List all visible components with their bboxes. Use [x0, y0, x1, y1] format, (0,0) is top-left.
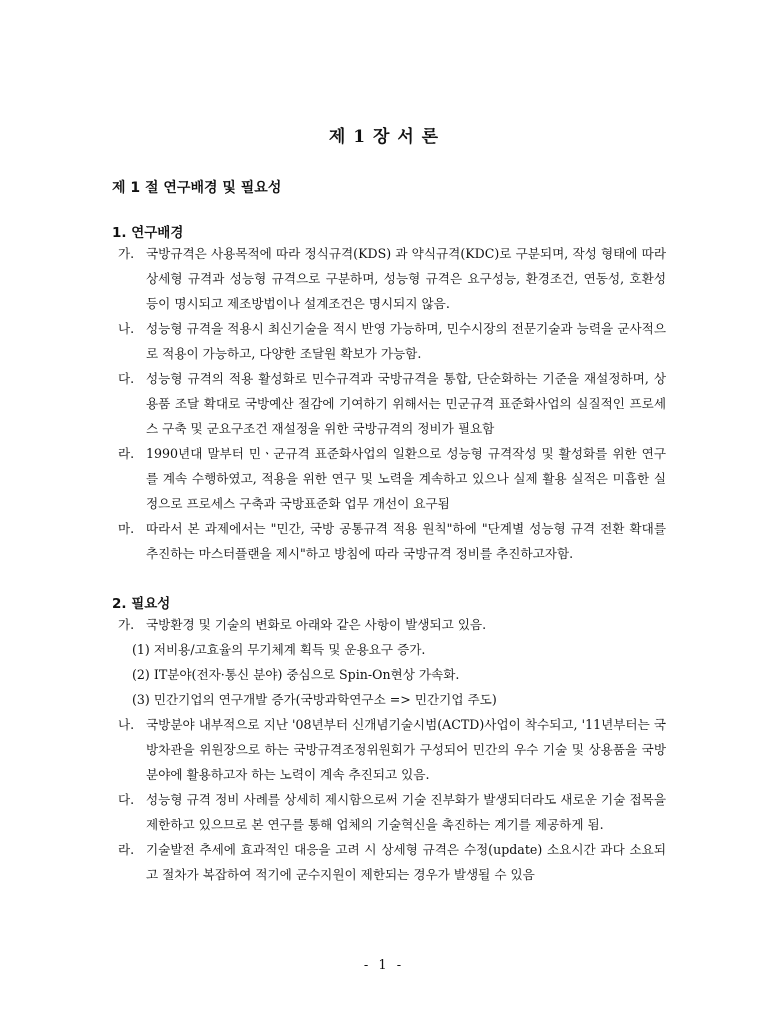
item-text: 성능형 규격 정비 사례를 상세히 제시함으로써 기술 진부화가 발생되더라도 새로운 기술 접목을 제한하고 있으므로 본 연구를 통해 업체의 기술혁신을 촉진하는 계기를 제공하게 됨. — [146, 792, 666, 832]
list-item — [118, 837, 666, 887]
list-item — [118, 241, 666, 316]
list-item — [118, 316, 666, 366]
page-number: - 1 - — [363, 958, 405, 973]
item-text: 성능형 규격을 적용시 최신기술을 적시 반영 가능하며, 민수시장의 전문기술과 능력을 군사적으로 적용이 가능하고, 다양한 조달원 확보가 가능함. — [146, 321, 666, 361]
item-text: 국방분야 내부적으로 지난 '08년부터 신개념기술시범(ACTD)사업이 착수되고, '11년부터는 국방차관을 위원장으로 하는 국방규격조정위원회가 구성되어 민간의 우수 기술 및 상용품을 국방분야에 활용하고자 하는 노력이 계속 추진되고 있음. — [146, 717, 666, 782]
item-marker: 나. — [118, 321, 135, 336]
list-item — [118, 516, 666, 566]
item-text: 1990년대 말부터 민ㆍ군규격 표준화사업의 일환으로 성능형 규격작성 및 활성화를 위한 연구를 계속 수행하였고, 적용을 위한 연구 및 노력을 계속하고 있으나 실제 활용 실적은 미흡한 실정으로 프로세스 구축과 국방표준화 업무 개선이 요구됨 — [146, 446, 666, 511]
item-marker: 나. — [118, 717, 135, 732]
item-text: 따라서 본 과제에서는 "민간, 국방 공통규격 적용 원칙"하에 "단계별 성능형 규격 전환 확대를 추진하는 마스터플랜을 제시"하고 방침에 따라 국방규격 정비를 추진하고자함. — [146, 521, 666, 561]
item-text: 국방규격은 사용목적에 따라 정식규격(KDS) 과 약식규격(KDC)로 구분되며, 작성 형태에 따라 상세형 규격과 성능형 규격으로 구분하며, 성능형 규격은 요구성능, 환경조건, 연동성, 호환성 등이 명시되고 제조방법이나 설계조건은 명시되지 않음. — [146, 246, 666, 311]
item-marker: 라. — [118, 446, 135, 461]
sub-item: (1) 저비용/고효율의 무기체계 획득 및 운용요구 증가. — [132, 642, 426, 657]
list-item — [118, 712, 666, 787]
necessity-list — [118, 612, 666, 887]
item-marker: 가. — [118, 617, 135, 632]
chapter-title: 제 1 장 서 론 — [328, 127, 440, 147]
list-item — [118, 441, 666, 516]
item-marker: 가. — [118, 246, 135, 261]
item-marker: 다. — [118, 792, 135, 807]
necessity-heading: 2. 필요성 — [112, 596, 171, 612]
item-marker: 라. — [118, 842, 135, 857]
item-text: 성능형 규격의 적용 활성화로 민수규격과 국방규격을 통합, 단순화하는 기준을 재설정하며, 상용품 조달 확대로 국방예산 절감에 기여하기 위해서는 민군규격 표준화사업의 실질적인 프로세스 구축 및 군요구조건 재설정을 위한 국방규격의 정비가 필요함 — [146, 371, 666, 436]
item-marker: 다. — [118, 371, 135, 386]
item-text: 국방환경 및 기술의 변화로 아래와 같은 사항이 발생되고 있음. — [146, 617, 487, 632]
background-list — [118, 241, 666, 566]
sub-item: (3) 민간기업의 연구개발 증가(국방과학연구소 => 민간기업 주도) — [132, 692, 497, 707]
list-item — [118, 612, 666, 637]
list-item — [118, 366, 666, 441]
sub-item: (2) IT분야(전자·통신 분야) 중심으로 Spin-On현상 가속화. — [132, 667, 460, 682]
background-heading: 1. 연구배경 — [112, 225, 184, 241]
section-title: 제 1 절 연구배경 및 필요성 — [112, 180, 282, 196]
item-text: 기술발전 추세에 효과적인 대응을 고려 시 상세형 규격은 수정(update) 소요시간 과다 소요되고 절차가 복잡하여 적기에 군수지원이 제한되는 경우가 발생될 수 있음 — [146, 842, 666, 882]
item-marker: 마. — [118, 521, 135, 536]
list-item — [118, 787, 666, 837]
